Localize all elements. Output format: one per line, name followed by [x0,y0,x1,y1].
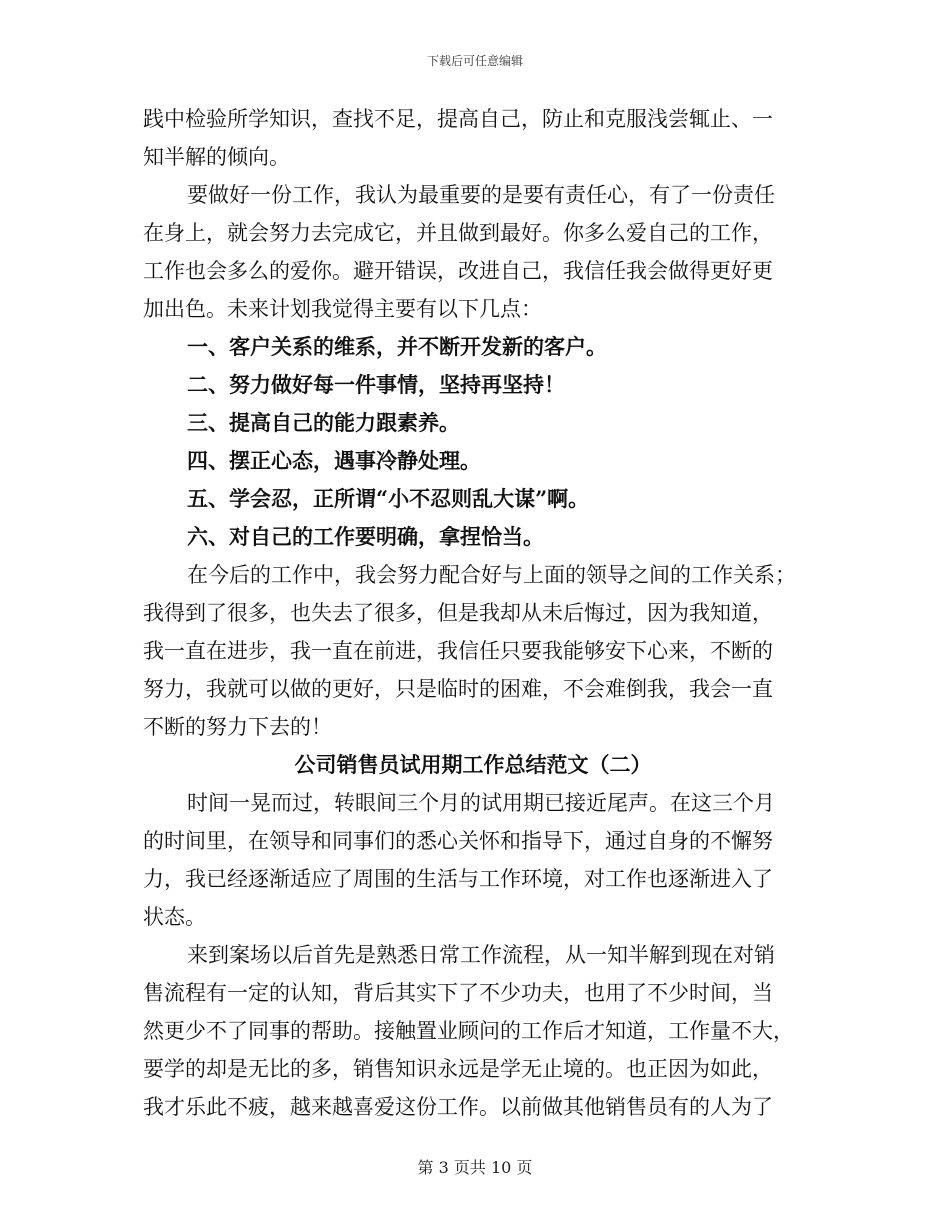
text-line: 我一直在进步，我一直在前进，我信任只要我能够安下心来，不断的 [143,639,773,663]
text-line: 我得到了很多，也失去了很多，但是我却从未后悔过，因为我知道， [143,601,773,625]
text-line: 五、学会忍，正所谓“小不忍则乱大谋”啊。 [187,486,590,511]
text-line: 要学的却是无比的多，销售知识永远是学无止境的。也正因为如此， [143,1057,773,1081]
text-line: 知半解的倾向。 [143,145,290,169]
text-line: 在身上，就会努力去完成它，并且做到最好。你多么爱自己的工作， [143,221,773,245]
page-header: 下载后可任意编辑 [426,54,523,68]
text-line: 售流程有一定的认知，背后其实下了不少功夫，也用了不少时间，当 [143,981,773,1005]
text-line: 四、摆正心态，遇事冷静处理。 [187,448,481,473]
page-footer: 第 3 页共 10 页 [417,1158,533,1177]
text-line: 的时间里，在领导和同事们的悉心关怀和指导下，通过自身的不懈努 [143,829,773,853]
text-line: 二、努力做好每一件事情，坚持再坚持！ [187,372,565,397]
text-line: 六、对自己的工作要明确，拿捏恰当。 [187,524,544,549]
text-line: 在今后的工作中，我会努力配合好与上面的领导之间的工作关系； [187,563,796,587]
text-line: 来到案场以后首先是熟悉日常工作流程，从一知半解到现在对销 [187,943,775,967]
document-body [143,100,803,1126]
text-line: 状态。 [143,905,206,929]
text-line: 三、提高自己的能力跟素养。 [187,410,460,435]
text-line: 努力，我就可以做的更好，只是临时的困难，不会难倒我，我会一直 [143,677,773,701]
text-line: 加出色。未来计划我觉得主要有以下几点： [143,297,542,321]
text-line: 时间一晃而过，转眼间三个月的试用期已接近尾声。在这三个月 [187,791,775,815]
text-line: 一、客户关系的维系，并不断开发新的客户。 [187,334,607,359]
text-line: 践中检验所学知识，查找不足，提高自己，防止和克服浅尝辄止、一 [143,107,773,131]
text-line: 要做好一份工作，我认为最重要的是要有责任心，有了一份责任 [187,183,775,207]
section-title: 公司销售员试用期工作总结范文（二） [294,752,652,777]
text-line: 工作也会多么的爱你。避开错误，改进自己，我信任我会做得更好更 [143,259,773,283]
text-line: 不断的努力下去的！ [143,715,332,739]
text-line: 力，我已经逐渐适应了周围的生活与工作环境，对工作也逐渐进入了 [143,867,773,891]
text-line: 我才乐此不疲，越来越喜爱这份工作。以前做其他销售员有的人为了 [143,1095,773,1119]
text-line: 然更少不了同事的帮助。接触置业顾问的工作后才知道，工作量不大， [143,1019,794,1043]
